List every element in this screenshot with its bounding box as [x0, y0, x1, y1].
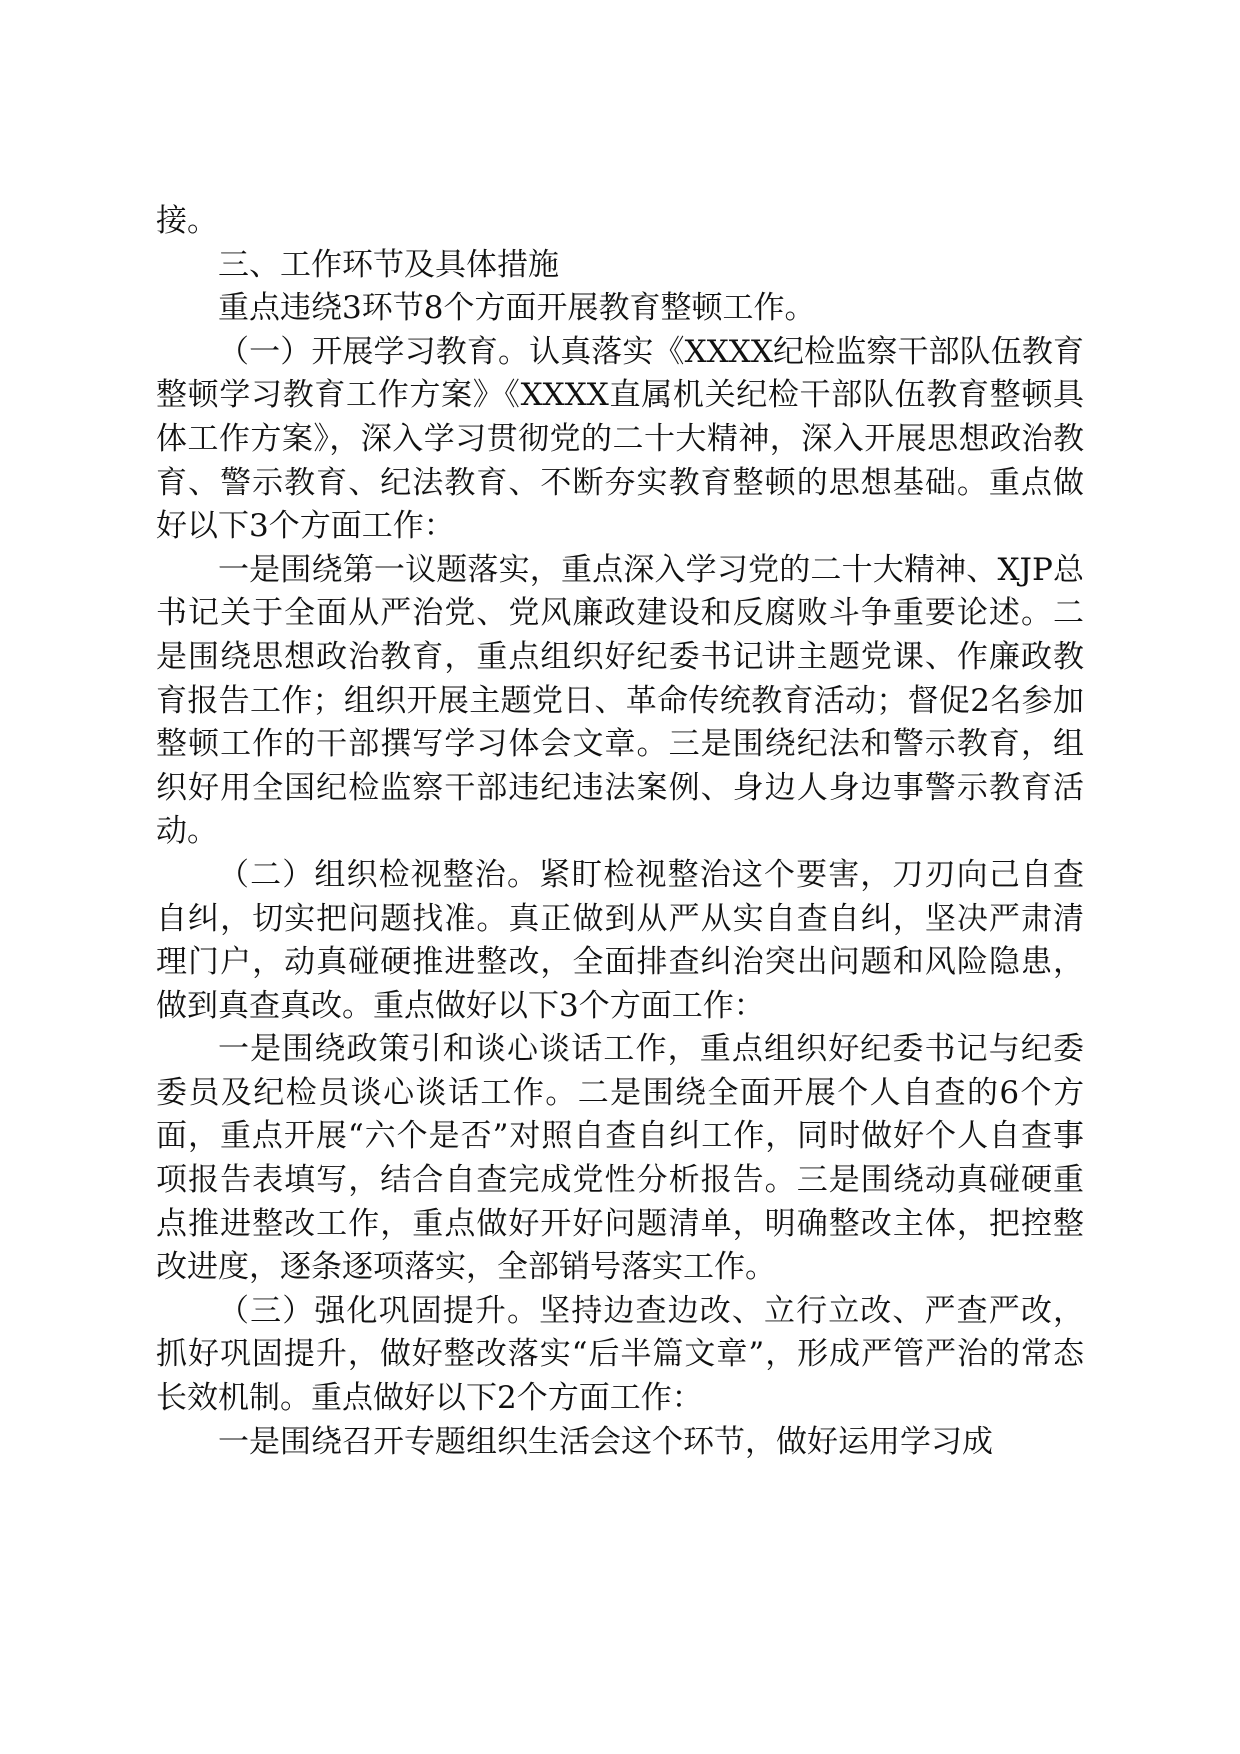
paragraph-inspection-rectification: （二）组织检视整治。紧盯检视整治这个要害，刀刃向己自查自纠，切实把问题找准。真正做到从严从实自查自纠，坚决严肃清理门户，动真碰硬推进整改，全面排查纠治突出问题和风险隐患，做到真查真改。重点做好以下3个方面工作： — [156, 856, 1084, 1024]
paragraph-study-education: （一）开展学习教育。认真落实《XXXX纪检监察干部队伍教育整顿学习教育工作方案》《XXXX直属机关纪检干部队伍教育整顿具体工作方案》，深入学习贯彻党的二十大精神，深入开展思想政治教育、警示教育、纪法教育、不断夯实教育整顿的思想基础。重点做好以下3个方面工作： — [156, 333, 1084, 545]
paragraph-continuation: 接。 — [156, 203, 218, 239]
paragraph-consolidation-tasks: 一是围绕召开专题组织生活会这个环节，做好运用学习成 — [218, 1423, 993, 1460]
paragraph-consolidation: （三）强化巩固提升。坚持边查边改、立行立改、严查严改，抓好巩固提升，做好整改落实“后半篇文章”，形成严管严治的常态长效机制。重点做好以下2个方面工作： — [156, 1292, 1084, 1417]
paragraph-study-tasks: 一是围绕第一议题落实，重点深入学习党的二十大精神、XJP总书记关于全面从严治党、党风廉政建设和反腐败斗争重要论述。二是围绕思想政治教育，重点组织好纪委书记讲主题党课、作廉政教育报告工作；组织开展主题党日、革命传统教育活动；督促2名参加整顿工作的干部撰写学习体会文章。三是围绕纪法和警示教育，组织好用全国纪检监察干部违纪违法案例、身边人身边事警示教育活动。 — [156, 551, 1084, 850]
paragraph-inspection-tasks: 一是围绕政策引和谈心谈话工作，重点组织好纪委书记与纪委委员及纪检员谈心谈话工作。二是围绕全面开展个人自查的6个方面，重点开展“六个是否”对照自查自纠工作，同时做好个人自查事项报告表填写，结合自查完成党性分析报告。三是围绕动真碰硬重点推进整改工作，重点做好开好问题清单，明确整改主体，把控整改进度，逐条逐项落实，全部销号落实工作。 — [156, 1031, 1084, 1286]
document-page — [156, 200, 1084, 1464]
section-heading: 三、工作环节及具体措施 — [218, 246, 559, 283]
paragraph-overview: 重点违绕3环节8个方面开展教育整顿工作。 — [218, 290, 816, 327]
